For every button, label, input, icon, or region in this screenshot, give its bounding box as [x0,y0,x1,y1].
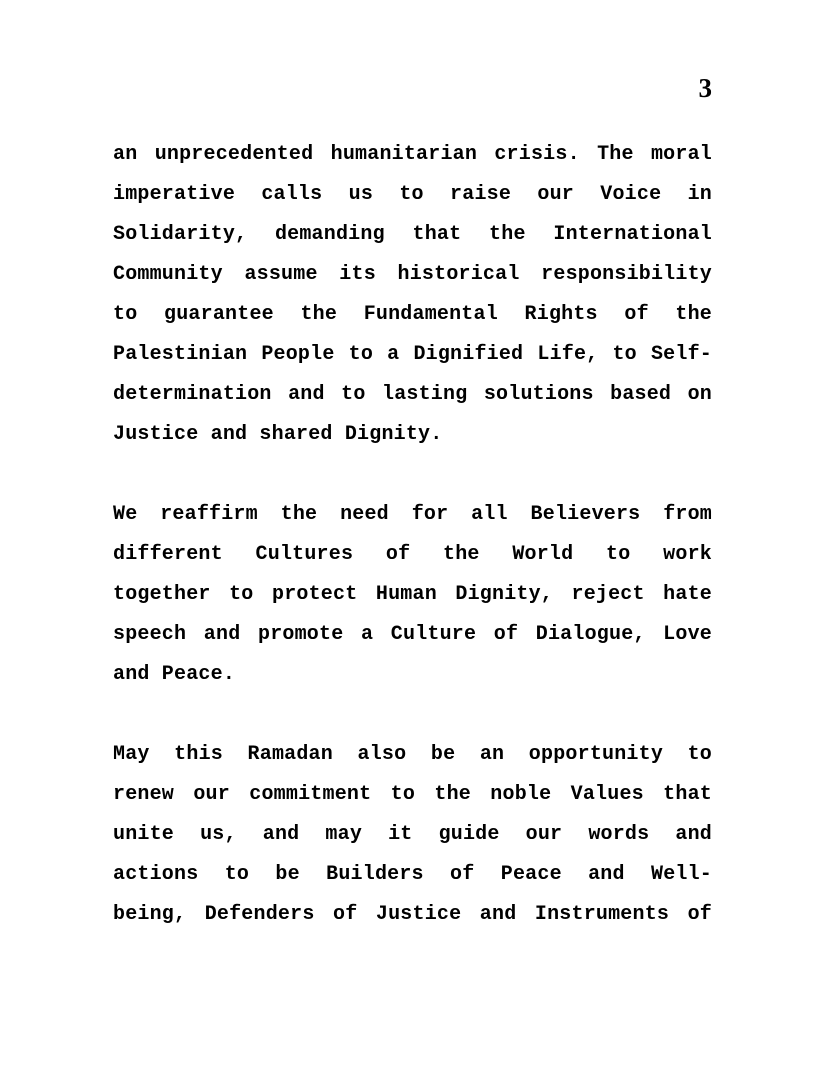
paragraph-1 [113,135,712,455]
paragraph-3 [113,735,712,935]
text-line: determination and to lasting solutions based on [113,383,712,406]
text-line: together to protect Human Dignity, reject hate [113,583,712,606]
text-line: different Cultures of the World to work [113,543,712,566]
text-line: and Peace. [113,663,236,686]
text-line: renew our commitment to the noble Values that [113,783,712,806]
document-body [113,135,712,975]
text-line: unite us, and may it guide our words and [113,823,712,846]
page-number: 3 [698,73,712,103]
text-line: actions to be Builders of Peace and Well- [113,863,712,886]
text-line: speech and promote a Culture of Dialogue, Love [113,623,712,646]
text-line: imperative calls us to raise our Voice in [113,183,712,206]
text-line: May this Ramadan also be an opportunity to [113,743,712,766]
text-line: Community assume its historical responsibility [113,263,712,286]
text-line: being, Defenders of Justice and Instruments of [113,903,712,926]
paragraph-2 [113,495,712,695]
text-line: to guarantee the Fundamental Rights of the [113,303,712,326]
text-line: Solidarity, demanding that the International [113,223,712,246]
text-line: Justice and shared Dignity. [113,423,443,446]
text-line: an unprecedented humanitarian crisis. The moral [113,143,712,166]
text-line: Palestinian People to a Dignified Life, to Self- [113,343,712,366]
text-line: We reaffirm the need for all Believers from [113,503,712,526]
